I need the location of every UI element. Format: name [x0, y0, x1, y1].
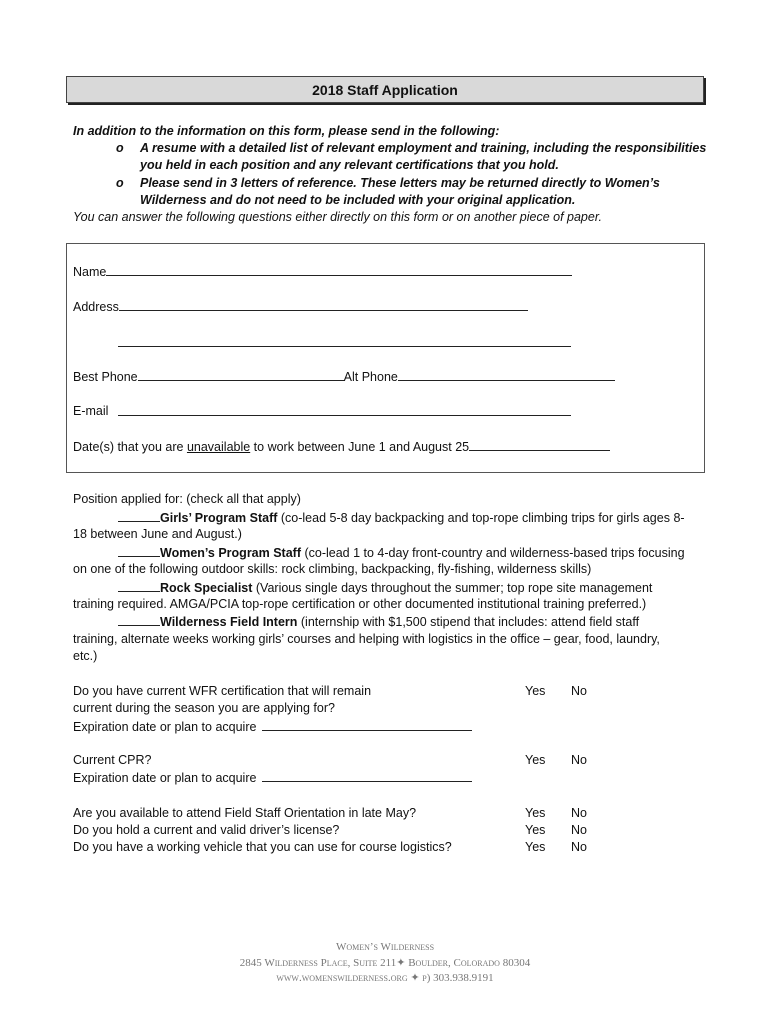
wfr-question-2: current during the season you are applying for? [73, 701, 335, 715]
email-field[interactable] [73, 404, 108, 418]
girls-desc: (co-lead 5-8 day backpacking and top-rope climbing trips for girls ages 8- [277, 511, 685, 525]
wfr-yes[interactable]: Yes [525, 684, 546, 698]
dates-line[interactable] [469, 439, 610, 451]
girls-title: Girls’ Program Staff [160, 511, 278, 525]
vehicle-yes[interactable]: Yes [525, 840, 546, 854]
girls-desc-2: 18 between June and August.) [73, 527, 242, 541]
bullet2-line1: Please send in 3 letters of reference. These letters may be returned directly to Women’s [140, 176, 660, 190]
dates-prefix: Date(s) that you are [73, 440, 187, 454]
wfr-no[interactable]: No [571, 684, 587, 698]
position-intern[interactable] [118, 614, 639, 629]
unavailable-dates-field[interactable] [73, 439, 610, 454]
name-field[interactable] [73, 264, 572, 279]
bullet1-line1: A resume with a detailed list of relevant employment and training, including the responsibilities [140, 141, 707, 155]
wfr-expiration-line[interactable] [262, 719, 472, 731]
wfr-expiration-label: Expiration date or plan to acquire [73, 720, 257, 734]
cpr-question: Current CPR? [73, 753, 152, 767]
name-line[interactable] [106, 264, 572, 276]
address-field[interactable] [73, 299, 528, 314]
intro-lead: In addition to the information on this form, please send in the following: [73, 124, 500, 138]
womens-title: Women’s Program Staff [160, 546, 301, 560]
cpr-expiration-field[interactable] [73, 770, 472, 785]
orientation-yes[interactable]: Yes [525, 806, 546, 820]
address-line[interactable] [119, 299, 528, 311]
license-yes[interactable]: Yes [525, 823, 546, 837]
alt-phone-line[interactable] [398, 369, 615, 381]
address-line-2[interactable] [118, 346, 571, 347]
license-no[interactable]: No [571, 823, 587, 837]
dates-underlined: unavailable [186, 440, 251, 454]
cpr-expiration-line[interactable] [262, 770, 472, 782]
cpr-no[interactable]: No [571, 753, 587, 767]
orientation-no[interactable]: No [571, 806, 587, 820]
intro-note: You can answer the following questions either directly on this form or on another piece of paper. [73, 210, 603, 224]
womens-desc-2: on one of the following outdoor skills: rock climbing, backpacking, fly-fishing, wilderness skills) [73, 562, 592, 576]
cpr-expiration-label: Expiration date or plan to acquire [73, 771, 257, 785]
bullet1-line2: you held in each position and any relevant certifications that you hold. [140, 158, 559, 172]
girls-check-blank[interactable] [118, 510, 160, 522]
womens-desc: (co-lead 1 to 4-day front-country and wilderness-based trips focusing [301, 546, 685, 560]
orientation-question: Are you available to attend Field Staff Orientation in late May? [73, 806, 417, 820]
intern-title: Wilderness Field Intern [160, 615, 298, 629]
bullet-marker: o [116, 141, 124, 155]
best-phone-line[interactable] [138, 369, 344, 381]
footer-address: 2845 Wilderness Place, Suite 211✦ Boulder, Colorado 80304 [239, 957, 531, 969]
bullet2-line2: Wilderness and do not need to be included with your original application. [140, 193, 576, 207]
intern-check-blank[interactable] [118, 614, 160, 626]
email-line[interactable] [118, 415, 571, 416]
alt-phone-label: Alt Phone [343, 370, 398, 384]
bullet-marker: o [116, 176, 124, 190]
intern-desc-2: training, alternate weeks working girls’ courses and helping with logistics in the office – gear, food, laundry, [73, 632, 660, 646]
dates-suffix: to work between June 1 and August 25 [250, 440, 470, 454]
rock-desc-2: training required. AMGA/PCIA top-rope certification or other documented institutional training preferred.) [73, 597, 647, 611]
best-phone-label: Best Phone [73, 370, 138, 384]
cpr-yes[interactable]: Yes [525, 753, 546, 767]
rock-check-blank[interactable] [118, 580, 160, 592]
vehicle-no[interactable]: No [571, 840, 587, 854]
wfr-expiration-field[interactable] [73, 719, 472, 734]
license-question: Do you hold a current and valid driver’s license? [73, 823, 340, 837]
vehicle-question: Do you have a working vehicle that you can use for course logistics? [73, 840, 452, 854]
intern-desc-3: etc.) [73, 649, 98, 663]
positions-header: Position applied for: (check all that apply) [73, 492, 301, 506]
rock-desc: (Various single days throughout the summer; top rope site management [252, 581, 653, 595]
name-label: Name [73, 265, 107, 279]
footer-org: Women’s Wilderness [335, 941, 435, 953]
womens-check-blank[interactable] [118, 545, 160, 557]
position-rock[interactable] [118, 580, 652, 595]
rock-title: Rock Specialist [160, 581, 253, 595]
page-title: 2018 Staff Application [312, 82, 458, 98]
position-womens[interactable] [118, 545, 685, 560]
email-label: E-mail [73, 404, 109, 418]
address-label: Address [73, 300, 119, 314]
footer-web-phone: www.womenswilderness.org ✦ p) 303.938.9191 [276, 972, 494, 984]
title-bar [66, 76, 704, 103]
position-girls[interactable] [118, 510, 685, 525]
wfr-question: Do you have current WFR certification that will remain [73, 684, 372, 698]
phone-fields[interactable] [73, 369, 615, 384]
intern-desc: (internship with $1,500 stipend that includes: attend field staff [297, 615, 640, 629]
